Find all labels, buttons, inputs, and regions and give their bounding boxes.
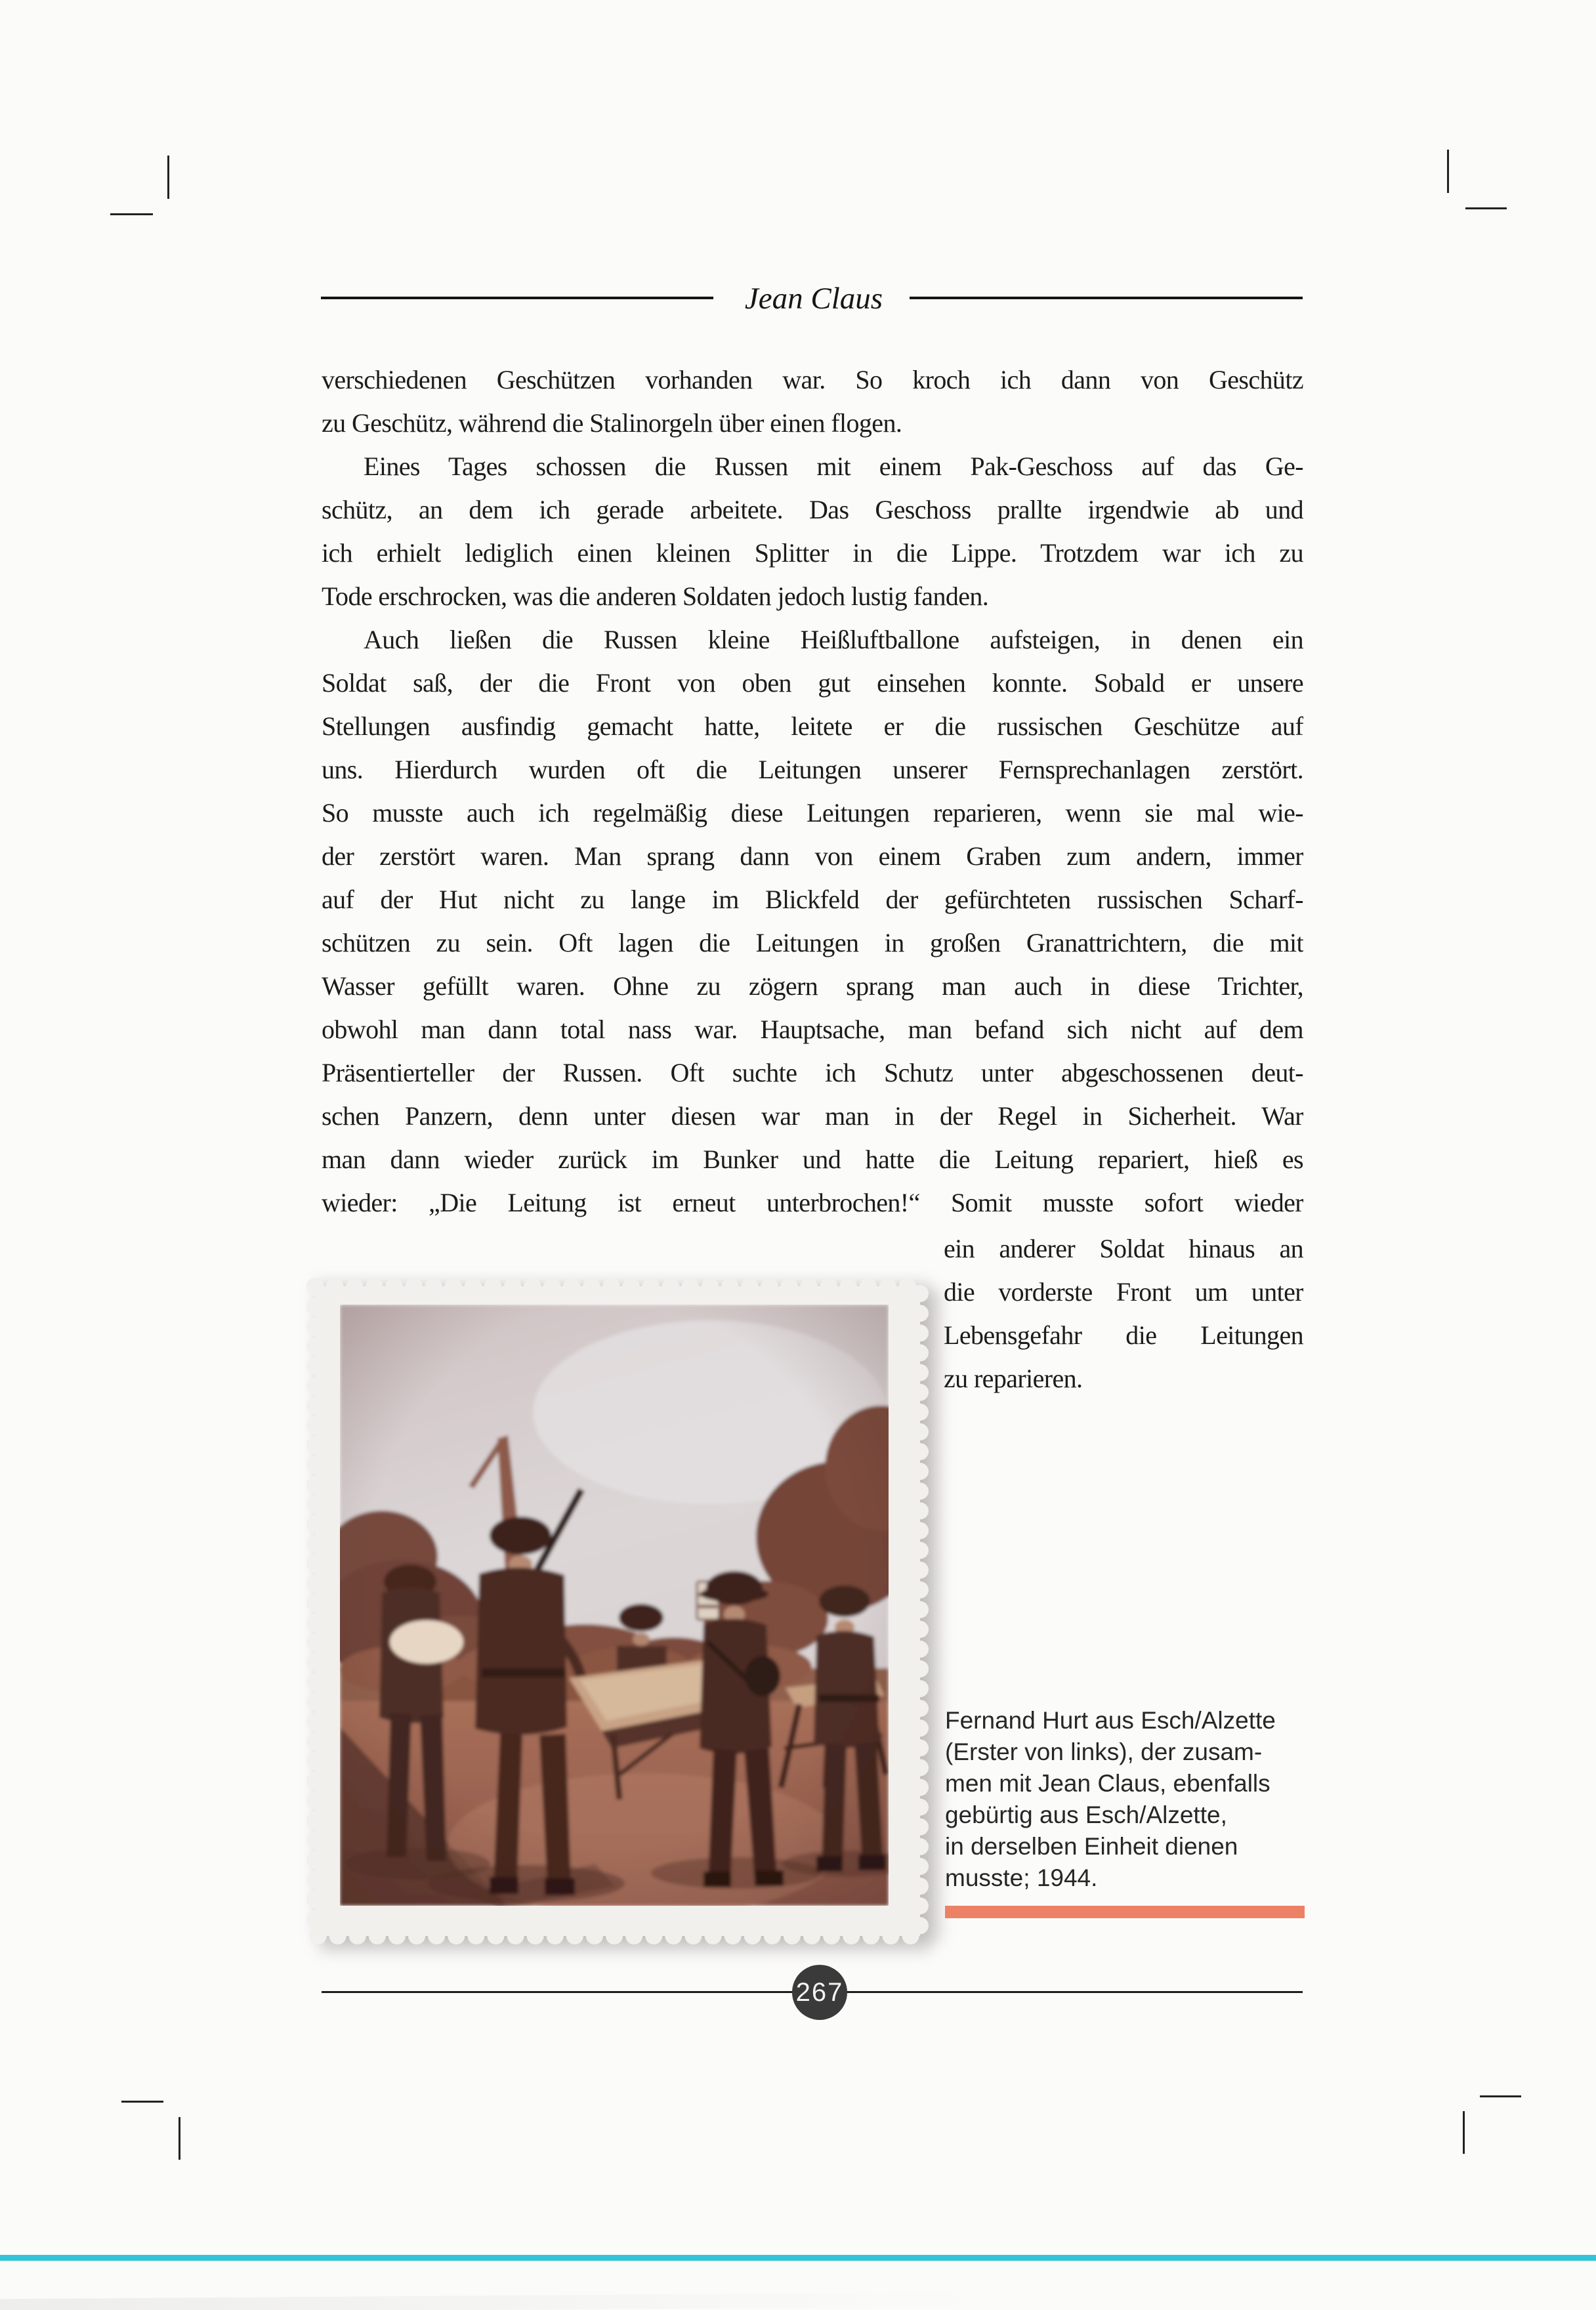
body-line: schützen zu sein. Oft lagen die Leitungen in großen Granattrichtern, die mit — [322, 928, 1303, 957]
body-line: uns. Hierdurch wurden oft die Leitungen unserer Fernsprechanlagen zerstört. — [322, 755, 1303, 784]
body-line: ich erhielt lediglich einen kleinen Splitter in die Lippe. Trotzdem war ich zu — [322, 538, 1303, 568]
crop-mark-bottom-left-horizontal — [121, 2101, 163, 2103]
body-line: man dann wieder zurück im Bunker und hatte die Leitung repariert, hieß es — [322, 1144, 1303, 1174]
body-line: Soldat saß, der die Front von oben gut einsehen konnte. Sobald er unsere — [322, 668, 1303, 698]
crop-mark-bottom-left-vertical — [178, 2117, 180, 2160]
body-line: obwohl man dann total nass war. Hauptsache, man befand sich nicht auf dem — [322, 1015, 1303, 1044]
caption-line: men mit Jean Claus, ebenfalls — [945, 1770, 1270, 1797]
caption-line: Fernand Hurt aus Esch/Alzette — [945, 1707, 1276, 1734]
body-line: wieder: „Die Leitung ist erneut unterbrochen!“ Somit musste sofort wieder — [322, 1188, 1303, 1217]
caption-line: gebürtig aus Esch/Alzette, — [945, 1801, 1227, 1828]
photo-caption — [945, 1705, 1312, 1894]
crop-mark-top-right-horizontal — [1465, 207, 1507, 209]
body-line: ein anderer Soldat hinaus an — [944, 1234, 1303, 1263]
crop-mark-bottom-right-vertical — [1463, 2111, 1465, 2154]
crop-mark-bottom-right-horizontal — [1480, 2095, 1521, 2097]
body-line: zu Geschütz, während die Stalinorgeln über einen flogen. — [322, 408, 902, 438]
scan-edge-shadow — [0, 2292, 984, 2310]
header-rule-right — [910, 297, 1303, 299]
caption-line: (Erster von links), der zusam- — [945, 1738, 1263, 1765]
body-line: schütz, an dem ich gerade arbeitete. Das Geschoss prallte irgendwie ab und — [322, 495, 1303, 524]
page-number: 267 — [795, 1977, 844, 2007]
body-line: So musste auch ich regelmäßig diese Leitungen reparieren, wenn sie mal wie- — [322, 798, 1303, 828]
body-line: Wasser gefüllt waren. Ohne zu zögern sprang man auch in diese Trichter, — [322, 971, 1303, 1001]
body-line: auf der Hut nicht zu lange im Blickfeld der gefürchteten russischen Scharf- — [322, 885, 1303, 914]
crop-mark-top-left-vertical — [167, 156, 169, 199]
body-line: der zerstört waren. Man sprang dann von einem Graben zum andern, immer — [322, 841, 1303, 871]
body-line: Auch ließen die Russen kleine Heißluftballone aufsteigen, in denen ein — [364, 625, 1303, 654]
page-header-title: Jean Claus — [744, 282, 883, 316]
body-line: Eines Tages schossen die Russen mit einem Pak-Geschoss auf das Ge- — [364, 452, 1303, 481]
body-text-beside-photo — [944, 1227, 1303, 1400]
caption-line: in derselben Einheit dienen — [945, 1833, 1238, 1860]
photo-scene — [320, 1305, 936, 1918]
page-number-badge — [792, 1965, 847, 2020]
body-line: Präsentierteller der Russen. Oft suchte ich Schutz unter abgeschossenen deut- — [322, 1058, 1303, 1087]
caption-line: musste; 1944. — [945, 1864, 1098, 1891]
body-line: die vorderste Front um unter — [944, 1277, 1303, 1307]
body-line: zu reparieren. — [944, 1364, 1083, 1393]
bottom-cyan-line — [0, 2255, 1596, 2261]
body-line: Tode erschrocken, was die anderen Soldaten jedoch lustig fanden. — [322, 581, 989, 611]
caption-accent-bar — [945, 1906, 1305, 1918]
body-line: verschiedenen Geschützen vorhanden war. So kroch ich dann von Geschütz — [322, 365, 1303, 394]
body-line: Stellungen ausfindig gemacht hatte, leitete er die russischen Geschütze auf — [322, 711, 1303, 741]
soldiers-photo — [303, 1274, 937, 1957]
body-text — [322, 358, 1303, 1225]
header-rule-left — [321, 297, 713, 299]
body-line: Lebensgefahr die Leitungen — [944, 1320, 1303, 1350]
crop-mark-top-left-horizontal — [110, 213, 153, 215]
body-line: schen Panzern, denn unter diesen war man in der Regel in Sicherheit. War — [322, 1101, 1303, 1131]
soldiers-photo-image — [303, 1274, 937, 1957]
crop-mark-top-right-vertical — [1447, 150, 1449, 193]
